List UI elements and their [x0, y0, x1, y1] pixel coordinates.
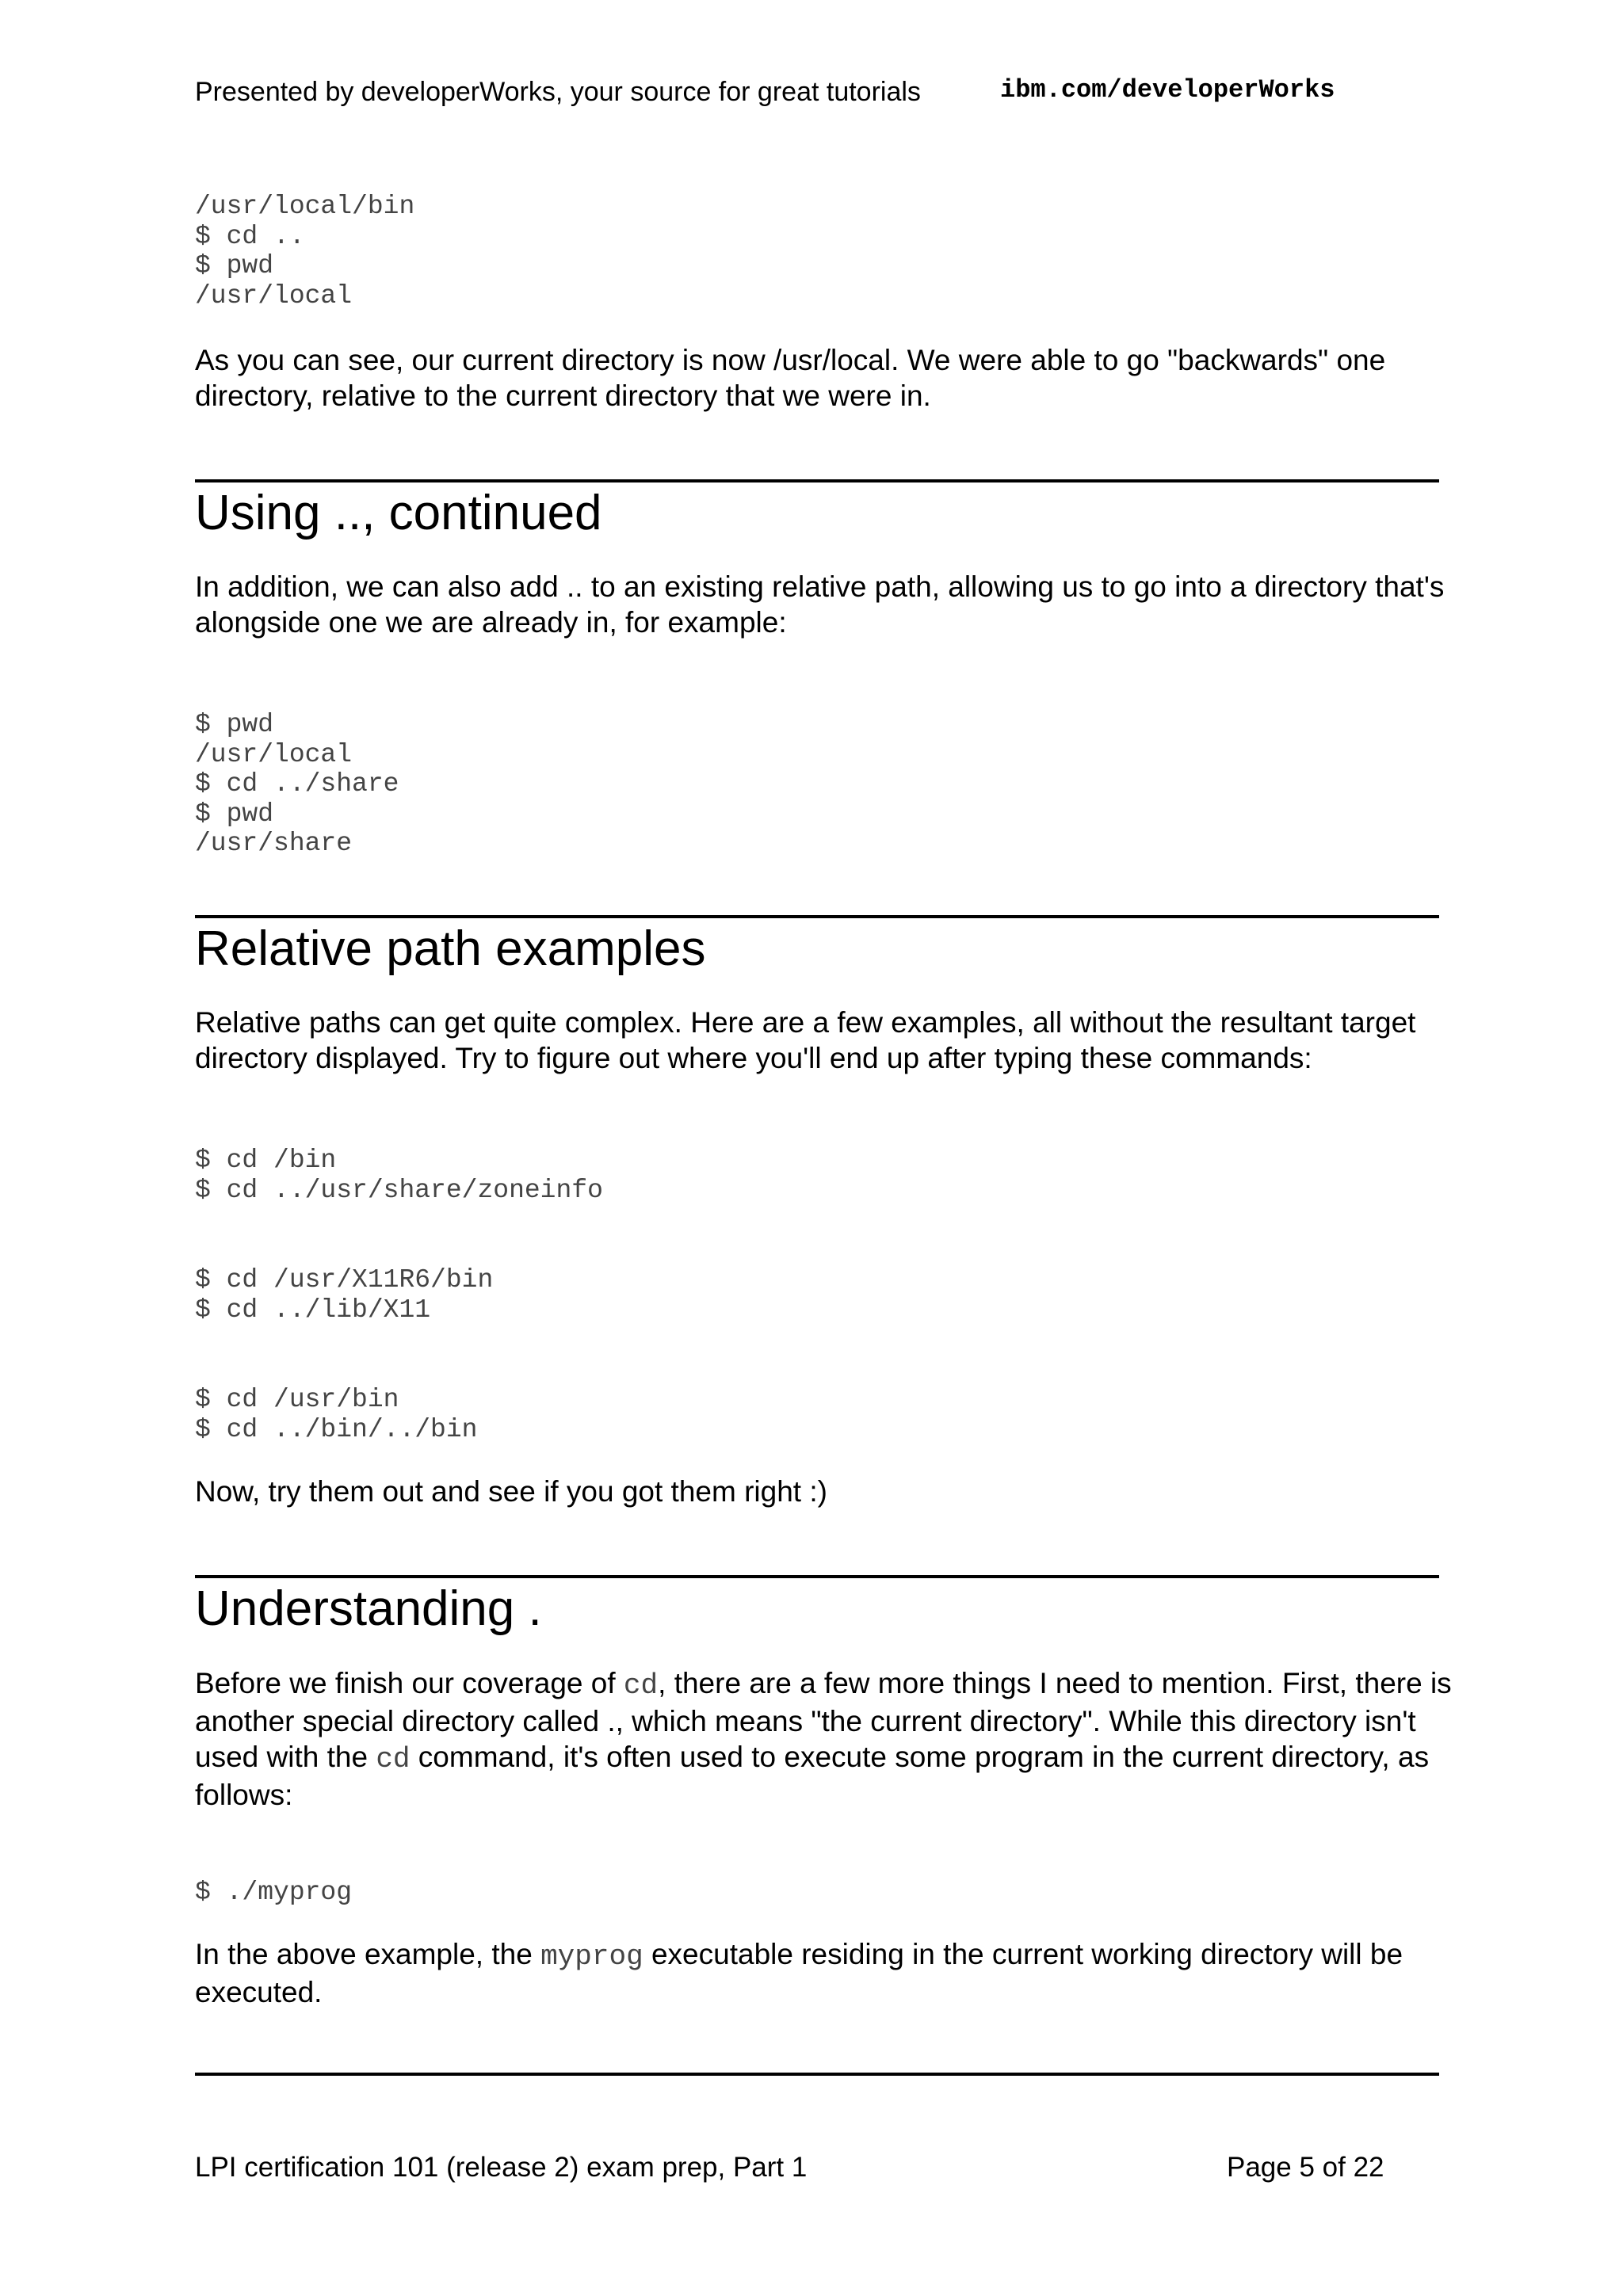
- section-divider: [195, 479, 1439, 482]
- paragraph-text: executable residing in the current working directory will be executed.: [195, 1938, 1403, 2008]
- code-block-cd-up: /usr/local/bin $ cd .. $ pwd /usr/local: [195, 192, 415, 311]
- footer-document-title: LPI certification 101 (release 2) exam prep, Part 1: [195, 2152, 808, 2183]
- header-site-link[interactable]: ibm.com/developerWorks: [1000, 75, 1335, 105]
- section-divider: [195, 2073, 1439, 2076]
- paragraph-relative-complex: Relative paths can get quite complex. Here are a few examples, all without the resultant target directory displayed. Try to figure out where you'll end up after typing these commands:: [195, 1006, 1416, 1074]
- section-heading-understanding-dot: Understanding .: [195, 1581, 542, 1636]
- section-divider: [195, 1575, 1439, 1578]
- code-block-myprog: $ ./myprog: [195, 1878, 353, 1907]
- paragraph-myprog-executed: [195, 1936, 1463, 2010]
- paragraph-text: , there are a few more things I need to mention. First, there is another special directory called ., which means "the current directory". While this directory isn't used with the: [195, 1667, 1452, 1773]
- code-block-example-2: $ cd /usr/X11R6/bin $ cd ../lib/X11: [195, 1265, 494, 1325]
- code-block-example-3: $ cd /usr/bin $ cd ../bin/../bin: [195, 1385, 478, 1444]
- section-divider: [195, 915, 1439, 918]
- code-block-example-1: $ cd /bin $ cd ../usr/share/zoneinfo: [195, 1146, 603, 1205]
- section-heading-relative-path-examples: Relative path examples: [195, 921, 706, 976]
- inline-code-cd: cd: [623, 1669, 659, 1702]
- section-heading-using-continued: Using .., continued: [195, 486, 602, 540]
- paragraph-relative-add: In addition, we can also add .. to an existing relative path, allowing us to go into a directory that's alongside one we are already in, for example:: [195, 570, 1445, 639]
- paragraph-text: In the above example, the: [195, 1938, 541, 1970]
- inline-code-cd: cd: [376, 1743, 411, 1775]
- footer-page-number: Page 5 of 22: [1227, 2152, 1384, 2183]
- inline-code-myprog: myprog: [540, 1940, 643, 1973]
- code-block-share: $ pwd /usr/local $ cd ../share $ pwd /usr/share: [195, 710, 399, 859]
- paragraph-try-them: Now, try them out and see if you got them right :): [195, 1475, 827, 1508]
- paragraph-text: command, it's often used to execute some program in the current directory, as follows:: [195, 1741, 1430, 1811]
- paragraph-text: Before we finish our coverage of: [195, 1667, 624, 1699]
- header-tagline: Presented by developerWorks, your source for great tutorials: [195, 77, 921, 107]
- paragraph-current-directory: As you can see, our current directory is now /usr/local. We were able to go "backwards" one directory, relative to the current directory that we were in.: [195, 344, 1386, 412]
- paragraph-current-dir-special: [195, 1665, 1463, 1813]
